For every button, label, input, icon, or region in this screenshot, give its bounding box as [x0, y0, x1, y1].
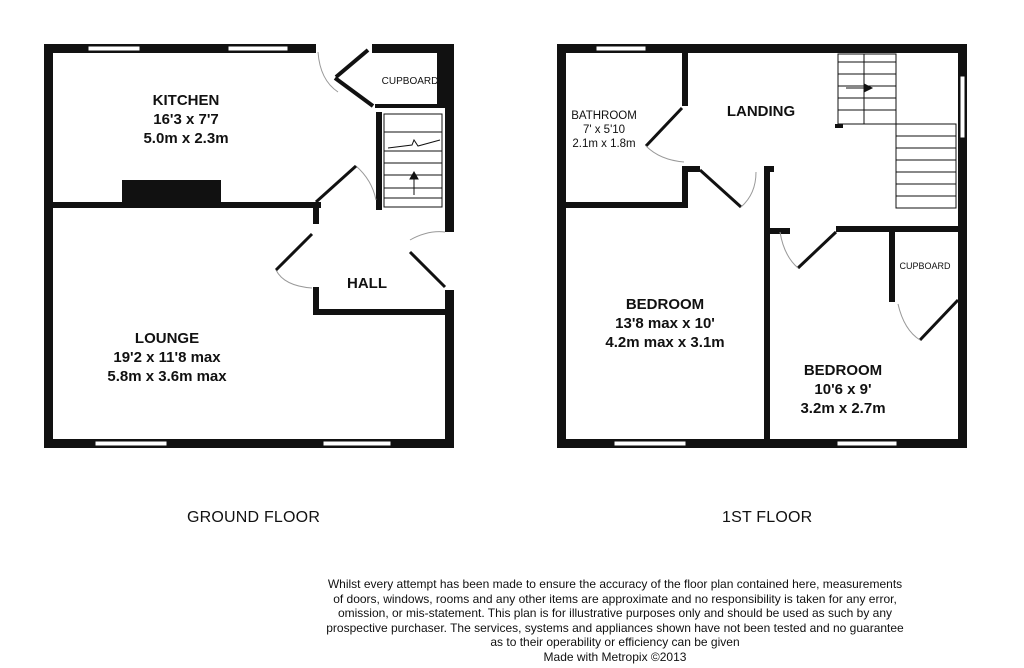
- hall-label: HALL: [347, 275, 387, 292]
- kitchen-label: KITCHEN: [152, 92, 220, 109]
- ground-floor-plan: [44, 44, 454, 448]
- bedroom-2-size-metric: 3.2m x 2.7m: [800, 400, 886, 417]
- disclaimer: [290, 577, 940, 665]
- first-floor-staircase: [838, 54, 956, 208]
- ground-floor-staircase: [384, 114, 442, 207]
- lounge-size-metric: 5.8m x 3.6m max: [107, 368, 227, 385]
- landing-label: LANDING: [726, 103, 796, 120]
- lounge-size-imperial: 19'2 x 11'8 max: [113, 349, 221, 366]
- bedroom-1-label: BEDROOM: [625, 296, 705, 313]
- disclaimer-line: Whilst every attempt has been made to ensure the accuracy of the floor plan contained here, measurements: [327, 577, 903, 591]
- ground-floor-door-swings: [276, 52, 445, 288]
- bathroom-size-imperial: 7' x 5'10: [582, 124, 626, 136]
- disclaimer-line: of doors, windows, rooms and any other items are approximate and no responsibility is taken for any error,: [333, 591, 897, 606]
- kitchen-size-metric: 5.0m x 2.3m: [143, 130, 229, 147]
- bathroom-label: BATHROOM: [571, 110, 637, 122]
- ground-floor-title: GROUND FLOOR: [187, 509, 321, 526]
- ground-floor-cupboard-door: [335, 50, 373, 106]
- disclaimer-line: prospective purchaser. The services, systems and appliances shown have not been tested and no guarantee: [326, 620, 904, 635]
- kitchen-size-imperial: 16'3 x 7'7: [153, 111, 219, 128]
- disclaimer-line: omission, or mis-statement. This plan is for illustrative purposes only and should be used as such by any: [337, 606, 893, 621]
- first-floor-title: 1ST FLOOR: [722, 509, 813, 526]
- bedroom-1-size-imperial: 13'8 max x 10': [615, 315, 715, 332]
- lounge-label: LOUNGE: [134, 330, 200, 347]
- bedroom-2-label: BEDROOM: [803, 362, 883, 379]
- ground-floor-windows: [88, 46, 391, 446]
- bathroom-size-metric: 2.1m x 1.8m: [572, 138, 636, 150]
- ground-floor-labels: [107, 76, 438, 385]
- bedroom-2-size-imperial: 10'6 x 9': [814, 381, 872, 398]
- first-floor-cupboard-label: CUPBOARD: [899, 261, 951, 271]
- bedroom-1-size-metric: 4.2m max x 3.1m: [605, 334, 725, 351]
- ground-floor-walls: [44, 44, 454, 448]
- metropix-credit: Made with Metropix ©2013: [543, 649, 687, 664]
- ground-floor-doors: [276, 166, 445, 287]
- first-floor-plan: [557, 44, 967, 448]
- disclaimer-line: as to their operability or efficiency can be given: [490, 635, 740, 650]
- cupboard-label: CUPBOARD: [381, 76, 439, 87]
